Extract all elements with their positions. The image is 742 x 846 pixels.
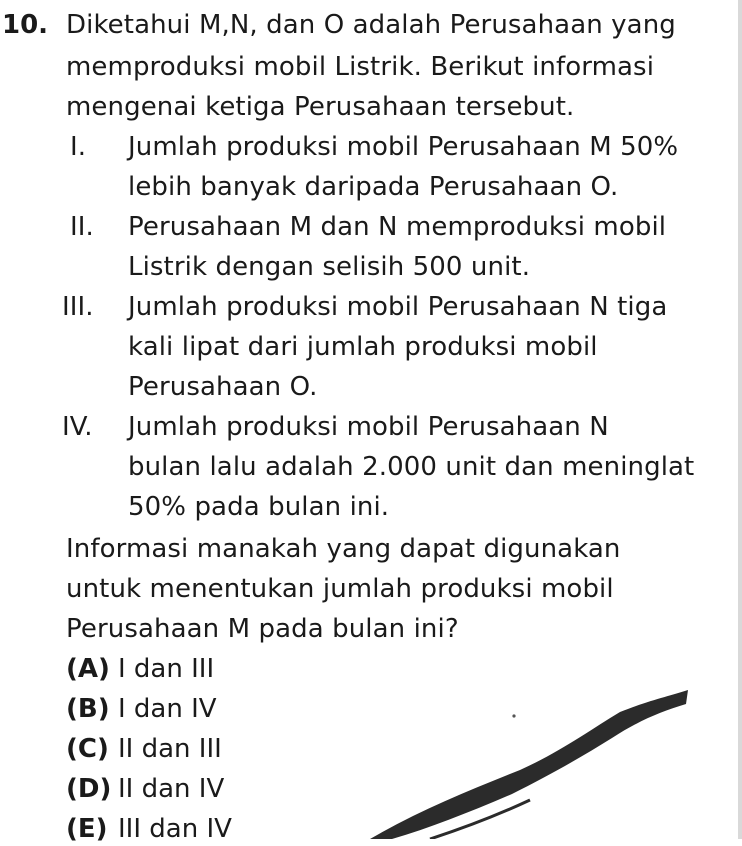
question-number: 10. [2,10,49,40]
statement-3-line-1: Jumlah produksi mobil Perusahaan N tiga [128,292,668,322]
option-b-letter[interactable]: (B) [66,694,110,724]
statement-label-3: III. [62,292,94,322]
option-c-letter[interactable]: (C) [66,734,109,764]
statement-4-line-2: bulan lalu adalah 2.000 unit dan meninglat [128,452,695,482]
statement-4-line-3: 50% pada bulan ini. [128,492,390,522]
prompt-line-2: untuk menentukan jumlah produksi mobil [66,574,614,604]
option-e-letter[interactable]: (E) [66,814,108,844]
option-c-text[interactable]: II dan III [118,734,222,764]
prompt-line-3: Perusahaan M pada bulan ini? [66,614,459,644]
option-a-letter[interactable]: (A) [66,654,110,684]
statement-2-line-2: Listrik dengan selisih 500 unit. [128,252,531,282]
stem-line-1: Diketahui M,N, dan O adalah Perusahaan yang [66,10,676,40]
option-d-text[interactable]: II dan IV [118,774,225,804]
stem-line-3: mengenai ketiga Perusahaan tersebut. [66,92,575,122]
statement-1-line-2: lebih banyak daripada Perusahaan O. [128,172,619,202]
prompt-line-1: Informasi manakah yang dapat digunakan [66,534,621,564]
scribble-dot [512,714,515,717]
statement-label-2: II. [70,212,94,242]
page-edge [738,0,742,839]
option-d-letter[interactable]: (D) [66,774,112,804]
option-a-text[interactable]: I dan III [118,654,215,684]
statement-3-line-3: Perusahaan O. [128,372,318,402]
option-b-text[interactable]: I dan IV [118,694,217,724]
statement-3-line-2: kali lipat dari jumlah produksi mobil [128,332,598,362]
statement-label-1: I. [70,132,87,162]
statement-label-4: IV. [62,412,93,442]
stem-line-2: memproduksi mobil Listrik. Berikut informasi [66,52,655,82]
statement-1-line-1: Jumlah produksi mobil Perusahaan M 50% [128,132,679,162]
scribble-stroke [370,690,688,839]
statement-4-line-1: Jumlah produksi mobil Perusahaan N [128,412,609,442]
statement-2-line-1: Perusahaan M dan N memproduksi mobil [128,212,667,242]
option-e-text[interactable]: III dan IV [118,814,232,844]
